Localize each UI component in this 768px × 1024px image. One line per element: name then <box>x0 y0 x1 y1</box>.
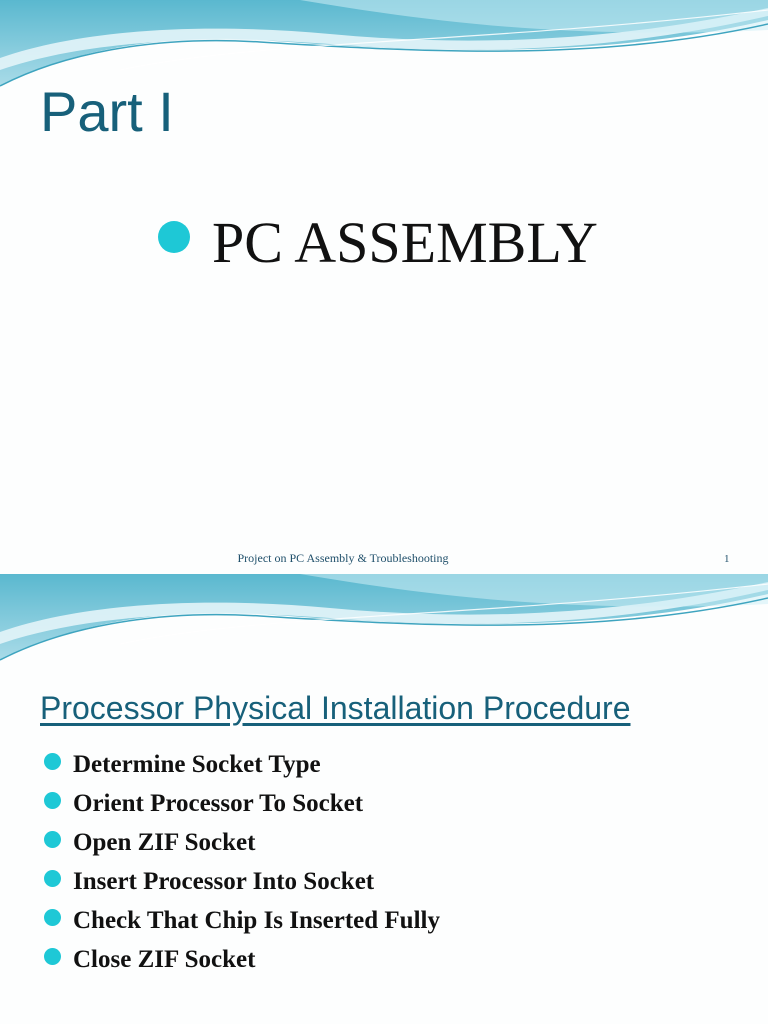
bullet-text: Insert Processor Into Socket <box>73 867 375 895</box>
bullet-list <box>44 745 440 979</box>
bullet-item <box>44 784 440 823</box>
slide-title: Processor Physical Installation Procedure <box>40 690 631 726</box>
bullet-dot-icon <box>158 221 190 253</box>
bullet-dot-icon <box>44 948 61 965</box>
bullet-item <box>44 823 440 862</box>
bullet-text: Close ZIF Socket <box>73 945 256 973</box>
bullet-text: Orient Processor To Socket <box>73 789 364 817</box>
bullet-dot-icon <box>44 831 61 848</box>
bullet-text: Open ZIF Socket <box>73 828 256 856</box>
bullet-text: Determine Socket Type <box>73 750 321 778</box>
bullet-item <box>44 862 440 901</box>
bullet-dot-icon <box>44 792 61 809</box>
bullet-text: PC ASSEMBLY <box>212 210 598 275</box>
bullet-item <box>44 901 440 940</box>
bullet-item <box>44 940 440 979</box>
page-number: 1 <box>724 553 730 565</box>
bullet-dot-icon <box>44 753 61 770</box>
bullet-text: Check That Chip Is Inserted Fully <box>73 906 440 934</box>
bullet-item <box>44 745 440 784</box>
header-wave-icon <box>0 0 768 90</box>
header-wave-icon <box>0 574 768 664</box>
bullet-dot-icon <box>44 909 61 926</box>
slide-title: Part I <box>40 80 174 143</box>
bullet-item <box>158 210 598 275</box>
slide-footer: Project on PC Assembly & Troubleshooting <box>237 551 449 565</box>
slide-2 <box>0 574 768 1024</box>
bullet-dot-icon <box>44 870 61 887</box>
